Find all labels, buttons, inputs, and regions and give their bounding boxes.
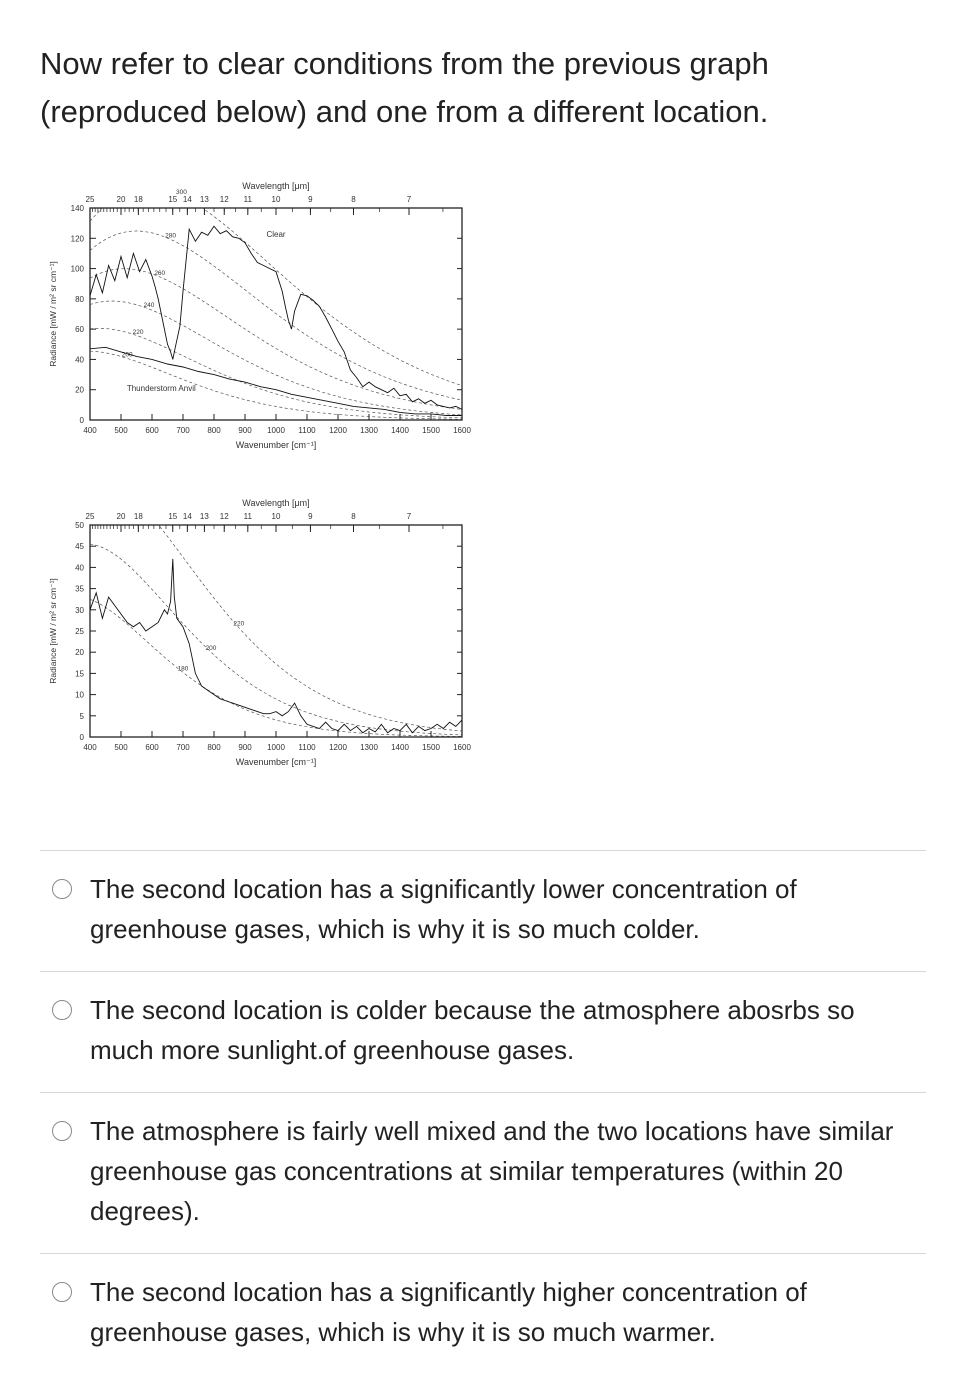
chart2-y-tick-label: 20 (75, 648, 84, 658)
chart1-top-tick-label: 20 (116, 195, 126, 204)
chart1-x-tick-label: 1200 (329, 426, 347, 435)
chart2-x-tick-label: 1200 (329, 743, 347, 752)
chart1-annotation-1: Clear (266, 229, 286, 239)
chart1-y-axis-label: Radiance [mW / m² sr cm⁻¹] (48, 261, 58, 367)
chart2-y-tick-label: 30 (75, 605, 84, 615)
chart1-y-tick-label: 140 (70, 204, 84, 213)
radio-button[interactable] (52, 1000, 72, 1020)
chart2-y-tick-label: 15 (75, 669, 84, 679)
chart1-x-tick-label: 1400 (391, 426, 409, 435)
radio-button[interactable] (52, 1282, 72, 1302)
chart2-y-tick-label: 5 (79, 711, 84, 721)
chart-1-svg (30, 165, 490, 465)
chart1-x-tick-label: 600 (145, 426, 159, 435)
chart2-top-tick-label: 10 (271, 512, 281, 521)
chart1-top-tick-label: 7 (406, 195, 412, 204)
chart1-top-tick-label: 12 (219, 195, 229, 204)
chart1-annotation-2: Thunderstorm Anvil (126, 384, 196, 394)
chart1-y-tick-label: 20 (75, 385, 84, 395)
chart1-x-tick-label: 800 (207, 426, 221, 435)
chart1-top-tick-label: 10 (271, 195, 281, 204)
chart2-top-tick-label: 13 (199, 512, 209, 521)
chart2-blackbody-curve-200 (90, 544, 462, 735)
chart1-top-tick-label: 11 (243, 195, 252, 204)
chart1-top-tick-label: 14 (182, 195, 192, 204)
chart2-x-tick-label: 600 (145, 743, 159, 752)
chart1-y-tick-label: 40 (75, 355, 84, 365)
chart1-x-tick-label: 1000 (267, 426, 285, 435)
chart1-x-tick-label: 1100 (298, 426, 316, 435)
chart1-blackbody-label-280: 280 (165, 232, 177, 240)
answer-text: The second location has a significantly lower concentration of greenhouse gases, which is why it is so much colder. (90, 874, 797, 944)
answer-option-1[interactable] (40, 850, 926, 971)
chart2-blackbody-curve-180 (90, 599, 462, 736)
chart1-top-tick-label: 25 (85, 195, 95, 204)
chart2-x-tick-label: 1600 (453, 743, 471, 752)
question-line-1: Now refer to clear conditions from the previous graph (40, 46, 769, 81)
chart1-top-tick-label: 13 (199, 195, 209, 204)
chart2-x-tick-label: 500 (114, 743, 128, 752)
chart2-x-tick-label: 700 (176, 743, 190, 752)
chart2-top-tick-label: 25 (85, 512, 95, 521)
chart2-x-tick-label: 1400 (391, 743, 409, 752)
chart2-blackbody-label-220: 220 (233, 620, 245, 628)
answer-choices (40, 850, 926, 1374)
second-location-spectrum-chart (30, 482, 490, 782)
answer-option-3[interactable] (40, 1092, 926, 1253)
chart1-series-line-1 (90, 226, 462, 409)
chart1-blackbody-label-200: 200 (121, 351, 133, 359)
chart1-top-tick-label: 8 (351, 195, 356, 204)
chart2-top-tick-label: 7 (406, 512, 412, 521)
chart2-y-tick-label: 0 (79, 733, 84, 742)
chart1-y-tick-label: 120 (70, 234, 84, 244)
chart2-top-tick-label: 11 (243, 512, 252, 521)
chart2-y-axis-label: Radiance [mW / m² sr cm⁻¹] (48, 578, 58, 684)
chart2-y-tick-label: 50 (75, 521, 84, 530)
chart1-x-tick-label: 700 (176, 426, 190, 435)
chart1-series-line-2 (90, 347, 462, 415)
chart1-y-tick-label: 60 (75, 325, 84, 335)
chart2-top-tick-label: 18 (133, 512, 143, 521)
chart2-x-tick-label: 900 (238, 743, 252, 752)
chart2-y-tick-label: 40 (75, 563, 84, 573)
chart1-x-tick-label: 400 (83, 426, 97, 435)
chart-2-svg (30, 482, 490, 782)
answer-option-2[interactable] (40, 971, 926, 1092)
chart2-series-line-1 (90, 559, 462, 733)
chart2-x-tick-label: 1300 (360, 743, 378, 752)
chart2-x-axis-label: Wavenumber [cm⁻¹] (235, 757, 317, 767)
chart1-x-axis-label: Wavenumber [cm⁻¹] (235, 440, 317, 450)
question-text (40, 40, 920, 136)
answer-text: The second location is colder because the atmosphere abosrbs so much more sunlight.of greenhouse gases. (90, 995, 855, 1065)
chart2-blackbody-label-200: 200 (205, 644, 217, 652)
chart1-x-tick-label: 1600 (453, 426, 471, 435)
chart1-y-tick-label: 80 (75, 294, 84, 304)
chart2-top-axis-label: Wavelength [μm] (242, 498, 310, 508)
radio-button[interactable] (52, 1121, 72, 1141)
answer-text: The second location has a significantly higher concentration of greenhouse gases, which is why it is so much warmer. (90, 1277, 807, 1347)
chart1-blackbody-label-300: 300 (176, 188, 187, 196)
chart1-x-tick-label: 900 (238, 426, 252, 435)
chart2-top-tick-label: 15 (168, 512, 178, 521)
answer-option-4[interactable] (40, 1253, 926, 1374)
clear-vs-anvil-spectrum-chart (30, 165, 490, 465)
chart2-y-tick-label: 45 (75, 542, 84, 552)
chart2-top-tick-label: 20 (116, 512, 126, 521)
chart2-x-tick-label: 1100 (298, 743, 316, 752)
chart1-top-tick-label: 18 (133, 195, 143, 204)
chart2-top-tick-label: 8 (351, 512, 356, 521)
chart1-x-tick-label: 500 (114, 426, 128, 435)
chart1-top-tick-label: 15 (168, 195, 178, 204)
chart1-y-tick-label: 100 (70, 264, 84, 274)
chart2-blackbody-label-180: 180 (177, 665, 189, 673)
chart1-top-axis-label: Wavelength [μm] (242, 181, 310, 191)
chart2-top-tick-label: 12 (219, 512, 229, 521)
chart2-x-tick-label: 1500 (422, 743, 440, 752)
chart1-x-tick-label: 1300 (360, 426, 378, 435)
chart1-blackbody-label-240: 240 (143, 301, 155, 309)
chart2-y-tick-label: 25 (75, 627, 84, 636)
chart1-top-tick-label: 9 (308, 195, 313, 204)
answer-text: The atmosphere is fairly well mixed and the two locations have similar greenhouse gas concentrations at similar temperatures (within 20 degrees). (90, 1116, 894, 1226)
chart2-y-tick-label: 10 (75, 690, 84, 700)
chart2-top-tick-label: 9 (308, 512, 313, 521)
chart2-x-tick-label: 800 (207, 743, 221, 752)
chart1-blackbody-curve-300 (90, 188, 462, 386)
chart2-y-tick-label: 35 (75, 584, 84, 594)
chart1-x-tick-label: 1500 (422, 426, 440, 435)
chart1-blackbody-label-220: 220 (132, 328, 144, 336)
chart2-top-tick-label: 14 (182, 512, 192, 521)
question-line-2: (reproduced below) and one from a different location. (40, 94, 769, 129)
chart1-blackbody-curve-220 (90, 328, 462, 418)
chart2-x-tick-label: 1000 (267, 743, 285, 752)
radio-button[interactable] (52, 879, 72, 899)
chart1-blackbody-label-260: 260 (154, 269, 166, 277)
chart2-x-tick-label: 400 (83, 743, 97, 752)
chart1-y-tick-label: 0 (79, 416, 84, 425)
